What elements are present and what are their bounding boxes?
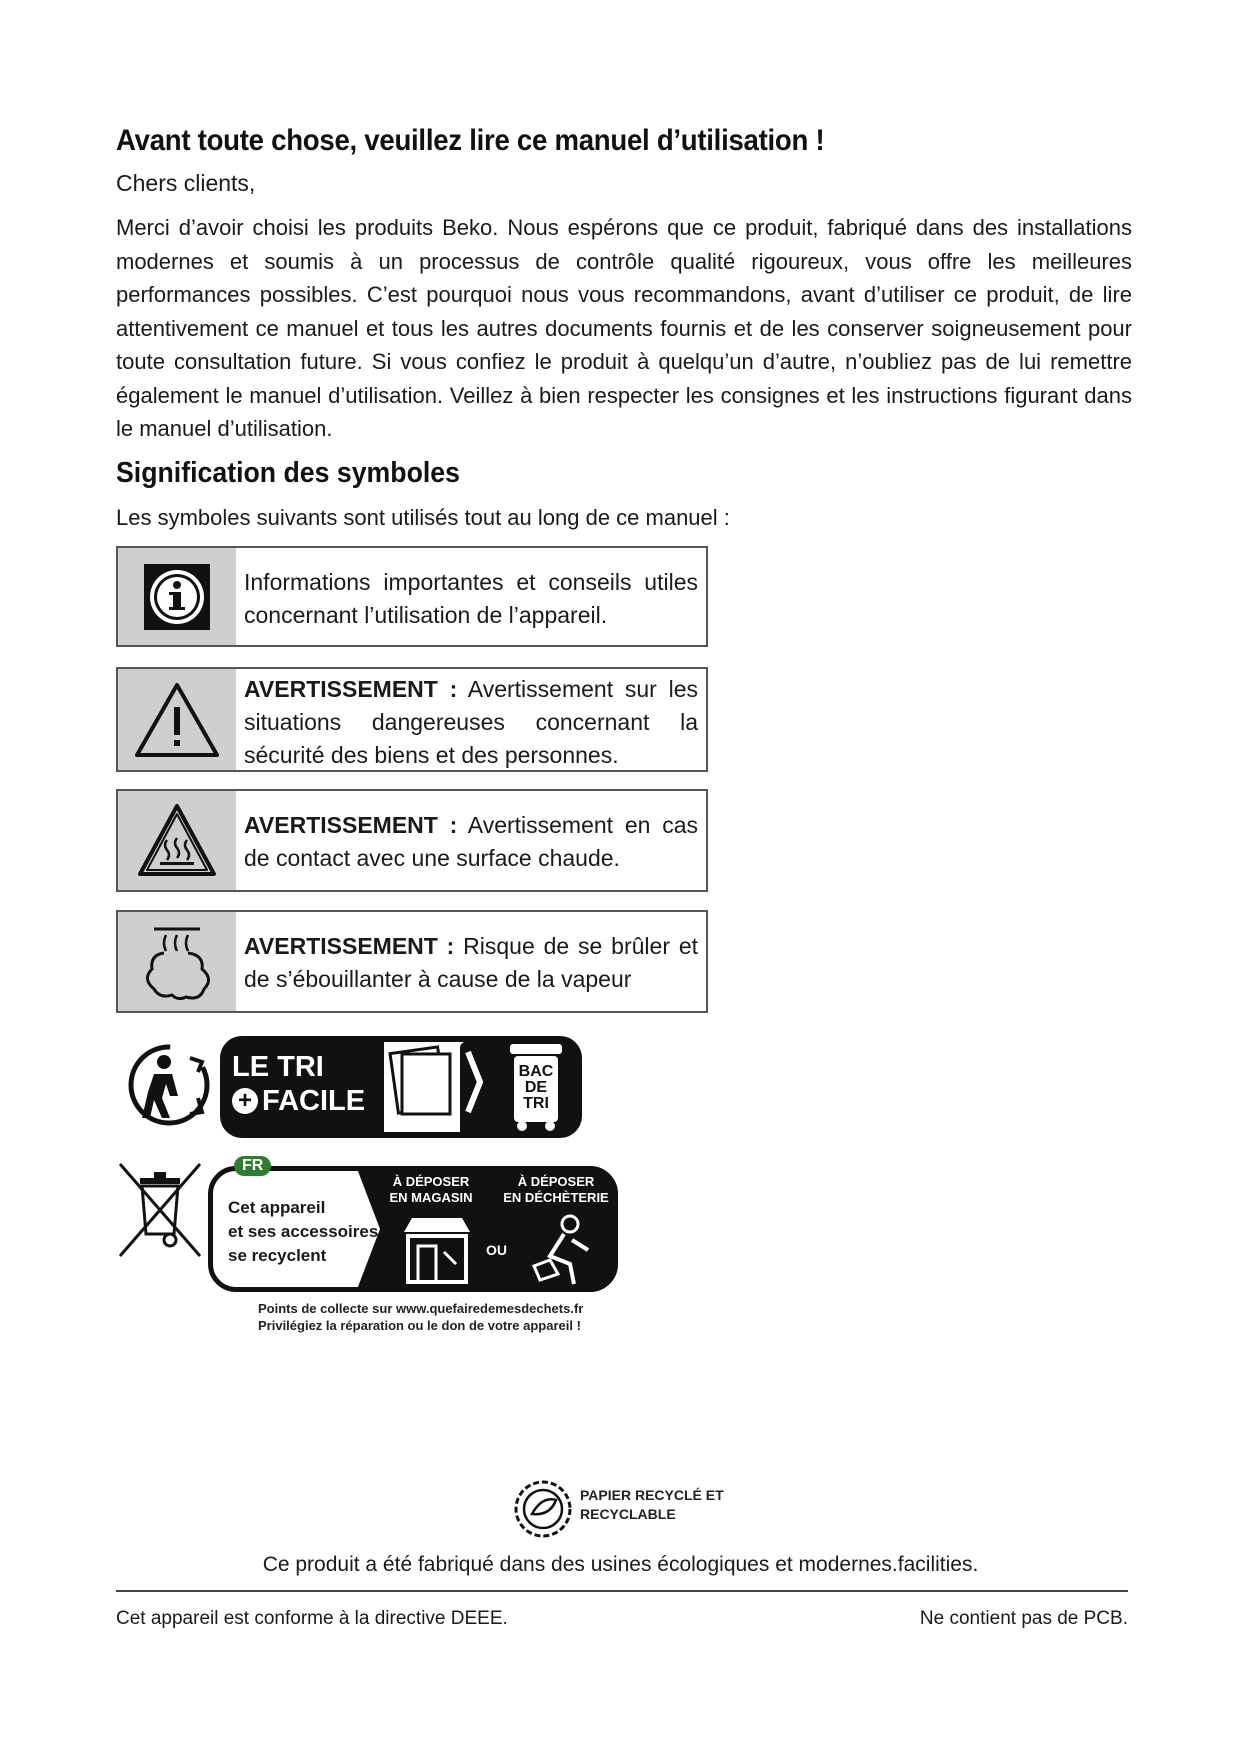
symbols-heading: Signification des symboles bbox=[116, 457, 460, 489]
recycle-text-1: Cet appareil bbox=[228, 1198, 326, 1217]
footer-divider bbox=[116, 1590, 1128, 1592]
symbol-text: Informations importantes et conseils utiles concernant l’utilisation de l’appareil. bbox=[244, 569, 698, 628]
triman-logo bbox=[124, 1036, 594, 1140]
collect-note-2: Privilégiez la réparation ou le don de votre appareil ! bbox=[258, 1318, 581, 1333]
symbol-label: AVERTISSEMENT : bbox=[244, 676, 458, 702]
dump-label-2: EN DÉCHÈTERIE bbox=[503, 1190, 609, 1205]
store-label-2: EN MAGASIN bbox=[389, 1190, 473, 1205]
symbol-text: Avertissement en cas de contact avec une surface chaude. bbox=[244, 812, 698, 871]
bin-line-2: DE bbox=[524, 1079, 548, 1096]
symbol-label: AVERTISSEMENT : bbox=[244, 812, 458, 838]
collect-note-1: Points de collecte sur www.quefairedemesdechets.fr bbox=[258, 1301, 584, 1316]
symbol-label: AVERTISSEMENT : bbox=[244, 933, 455, 959]
paper-label-1: PAPIER RECYCLÉ ET bbox=[580, 1487, 724, 1503]
recycling-info-logo bbox=[208, 1156, 632, 1336]
symbol-text: Risque de se brûler et de s’ébouillanter à cause de la vapeur bbox=[244, 933, 698, 992]
recycle-text-2: et ses accessoires bbox=[228, 1222, 379, 1241]
or-label: OU bbox=[486, 1242, 507, 1258]
symbols-lead: Les symboles suivants sont utilisés tout au long de ce manuel : bbox=[116, 505, 730, 530]
hot-surface-icon bbox=[118, 791, 236, 890]
tri-line-2: FACILE bbox=[262, 1085, 366, 1117]
tri-line-1: LE TRI bbox=[232, 1051, 324, 1083]
country-badge: FR bbox=[234, 1156, 271, 1176]
paper-stack-icon bbox=[382, 1042, 492, 1132]
footer-directive: Cet appareil est conforme à la directive DEEE. bbox=[116, 1608, 508, 1629]
recycling-center-icon bbox=[524, 1212, 604, 1286]
footer-pcb: Ne contient pas de PCB. bbox=[919, 1608, 1128, 1629]
recycle-text-3: se recyclent bbox=[228, 1246, 327, 1265]
warning-icon bbox=[118, 669, 236, 770]
info-icon bbox=[118, 548, 236, 645]
symbol-row-steam bbox=[116, 910, 708, 1013]
greeting: Chers clients, bbox=[116, 170, 256, 196]
store-icon bbox=[400, 1212, 474, 1286]
symbol-row-warning bbox=[116, 667, 708, 772]
bin-line-1: BAC bbox=[518, 1063, 554, 1080]
symbol-text: Avertissement sur les situations dangereuses concernant la sécurité des biens et des personnes. bbox=[244, 676, 698, 768]
symbol-row-info bbox=[116, 546, 708, 647]
symbol-row-hot-surface bbox=[116, 789, 708, 892]
dump-label-1: À DÉPOSER bbox=[517, 1174, 595, 1189]
plus-icon: + bbox=[232, 1088, 258, 1114]
bin-line-3: TRI bbox=[523, 1095, 549, 1112]
paper-label-2: RECYCLABLE bbox=[580, 1506, 676, 1522]
crossed-bin-icon bbox=[116, 1160, 204, 1260]
page-title: Avant toute chose, veuillez lire ce manuel d’utilisation ! bbox=[116, 124, 825, 157]
store-label-1: À DÉPOSER bbox=[392, 1174, 470, 1189]
steam-icon bbox=[118, 912, 236, 1011]
recycled-paper-icon bbox=[512, 1478, 574, 1540]
triman-icon bbox=[124, 1040, 214, 1130]
intro-paragraph: Merci d’avoir choisi les produits Beko. Nous espérons que ce produit, fabriqué dans des installations modernes et soumis à un processus de contrôle qualité rigoureux, vous offre les meilleures performances possibles. C’est pourquoi nous vous recommandons, avant d’utiliser ce produit, de lire attentivement ce manuel et tous les autres documents fournis et de les conserver soigneusement pour toute consultation future. Si vous confiez le produit à quelqu’un d’autre, n’oubliez pas de lui remettre également le manuel d’utilisation. Veillez à bien respecter les consignes et les instructions figurant dans le manuel d’utilisation. bbox=[116, 215, 1132, 441]
eco-note: Ce produit a été fabriqué dans des usines écologiques et modernes.facilities. bbox=[262, 1553, 979, 1576]
